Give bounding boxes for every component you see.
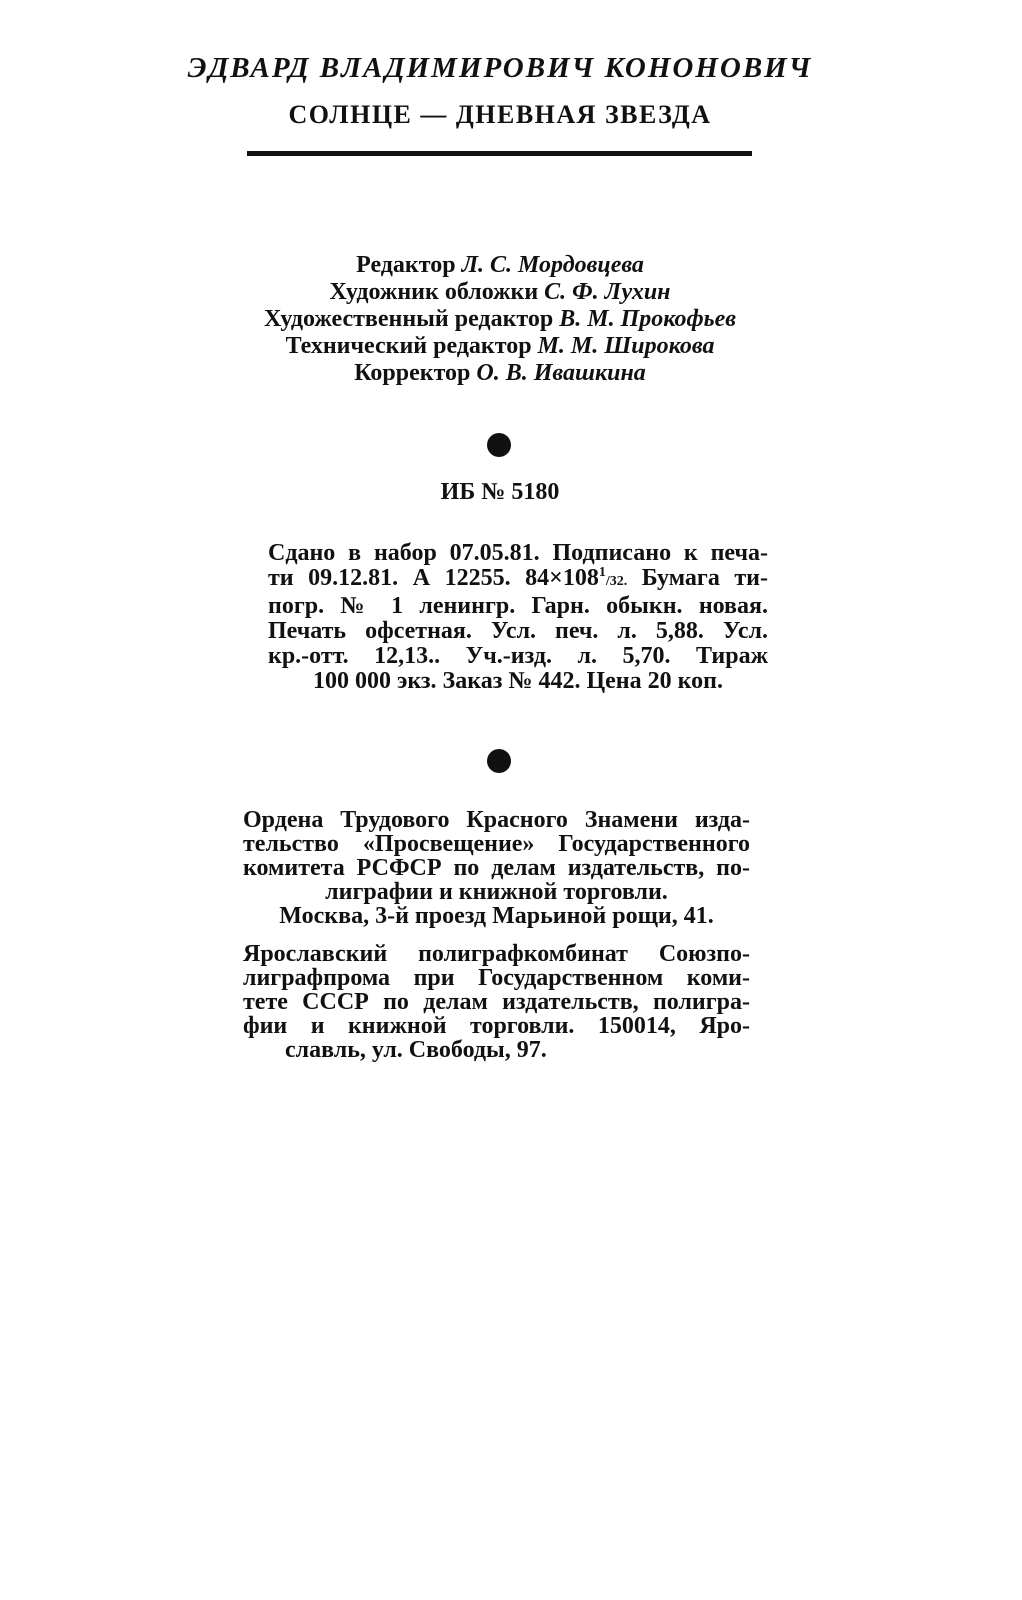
credit-person: О. В. Ивашкина [476,360,646,386]
credit-line [0,360,1000,387]
section-bullet-icon [487,433,511,457]
imprint-line: Печать офсетная. Усл. печ. л. 5,88. Усл. [268,618,768,644]
imprint-block [268,541,768,694]
format-denominator: /32. [605,574,628,589]
format-numerator: 1 [598,565,606,580]
ib-number: ИБ № 5180 [440,479,560,505]
credit-line [0,333,1000,360]
publisher-block [243,808,750,928]
imprint-line-text: ти 09.12.81. А 12255. 84×108 [268,565,599,591]
imprint-line-tail: Бумага ти- [627,565,768,591]
imprint-line [268,566,768,594]
imprint-line: кр.-отт. 12,13.. Уч.-изд. л. 5,70. Тираж [268,643,768,669]
credit-line [0,306,1000,333]
credit-role: Редактор [356,252,456,278]
printer-block [243,942,750,1062]
credit-person: С. Ф. Лухин [544,279,671,305]
printer-line: фии и книжной торговли. 150014, Яро- [243,1013,750,1039]
publisher-line: комитета РСФСР по делам издательств, по- [243,855,750,881]
credit-person: Л. С. Мордовцева [461,252,644,278]
author-name: ЭДВАРД ВЛАДИМИРОВИЧ КОНОНОВИЧ [187,52,813,84]
printer-line: лиграфпрома при Государственном коми- [243,965,750,991]
credit-person: В. М. Прокофьев [559,306,737,332]
credit-role: Технический редактор [285,333,532,359]
book-title: СОЛНЦЕ — ДНЕВНАЯ ЗВЕЗДА [288,100,712,129]
credits-block [0,252,1000,387]
printer-line: Ярославский полиграфкомбинат Союзпо- [243,941,750,967]
credit-role: Художник обложки [329,279,539,305]
imprint-line: Сдано в набор 07.05.81. Подписано к печа- [268,540,768,566]
title-divider [247,151,752,156]
imprint-line: 100 000 экз. Заказ № 442. Цена 20 коп. [313,668,723,694]
publisher-line: лиграфии и книжной торговли. [325,879,668,905]
printer-address: славль, ул. Свободы, 97. [285,1037,547,1063]
section-bullet-icon [487,749,511,773]
credit-role: Корректор [354,360,471,386]
imprint-line: погр. № 1 ленингр. Гарн. обыкн. новая. [268,593,768,619]
publisher-line: Ордена Трудового Красного Знамени изда- [243,807,750,833]
credit-line [0,279,1000,306]
printer-line: тете СССР по делам издательств, полигра- [243,989,750,1015]
credit-line [0,252,1000,279]
publisher-address: Москва, 3-й проезд Марьиной рощи, 41. [279,903,714,929]
credit-role: Художественный редактор [263,306,554,332]
publisher-line: тельство «Просвещение» Государственного [243,831,750,857]
credit-person: М. М. Широкова [537,333,715,359]
